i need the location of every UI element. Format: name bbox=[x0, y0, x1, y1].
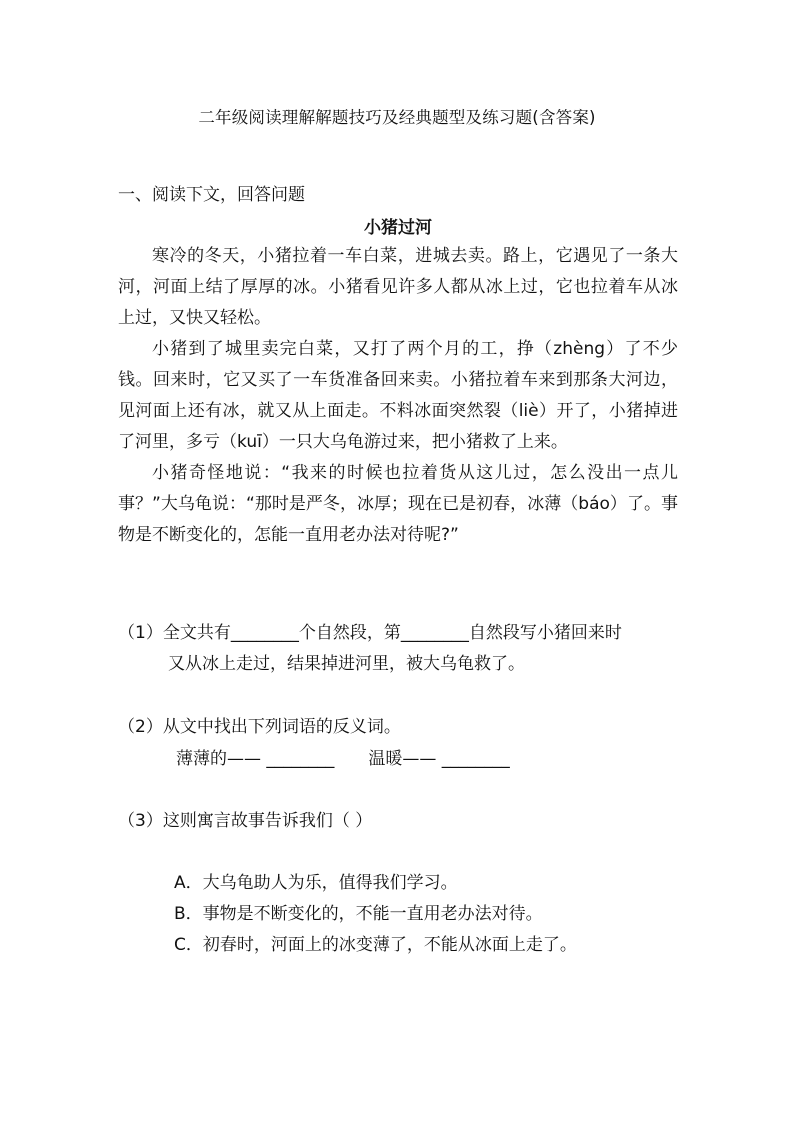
section-heading: 一、阅读下文，回答问题 bbox=[118, 185, 305, 205]
passage-body bbox=[118, 241, 678, 551]
question-2-items bbox=[176, 744, 510, 775]
option-a: A．大乌龟助人为乐，值得我们学习。 bbox=[174, 873, 458, 893]
passage-paragraph-3: 小猪奇怪地说：“我来的时候也拉着货从这儿过，怎么没出一点儿事？”大乌龟说：“那时是严冬，冰厚；现在已是初春，冰薄（báo）了。事物是不断变化的，怎能一直用老办法对待呢?” bbox=[118, 463, 678, 545]
question-3-options bbox=[174, 868, 577, 961]
question-2-prompt: （2）从文中找出下列词语的反义词。 bbox=[118, 717, 401, 737]
question-2-item-2: 温暖—— ________ bbox=[368, 749, 510, 769]
passage-paragraph-2: 小猪到了城里卖完白菜，又打了两个月的工，挣（zhèng）了不少钱。回来时，它又买了一车货准备回来卖。小猪拉着车来到那条大河边，见河面上还有冰，就又从上面走。不料冰面突然裂（liè）开了，小猪掉进了河里，多亏（kuī）一只大乌龟游过来，把小猪救了上来。 bbox=[118, 339, 678, 452]
document-title: 二年级阅读理解解题技巧及经典题型及练习题(含答案) bbox=[198, 108, 596, 127]
question-1-line-1: （1）全文共有________个自然段，第________自然段写小猪回来时 bbox=[118, 623, 622, 643]
question-2-item-1: 薄薄的—— ________ bbox=[176, 749, 335, 769]
option-c: C．初春时，河面上的冰变薄了，不能从冰面上走了。 bbox=[174, 935, 577, 955]
question-3-prompt: （3）这则寓言故事告诉我们（ ） bbox=[118, 811, 373, 831]
question-1-line-2: 又从冰上走过，结果掉进河里，被大乌龟救了。 bbox=[168, 654, 525, 674]
passage-paragraph-1: 寒冷的冬天，小猪拉着一车白菜，进城去卖。路上，它遇见了一条大河，河面上结了厚厚的冰。小猪看见许多人都从冰上过，它也拉着车从冰上过，又快又轻松。 bbox=[118, 246, 678, 328]
passage-title: 小猪过河 bbox=[364, 218, 432, 238]
option-b: B．事物是不断变化的，不能一直用老办法对待。 bbox=[174, 904, 543, 924]
